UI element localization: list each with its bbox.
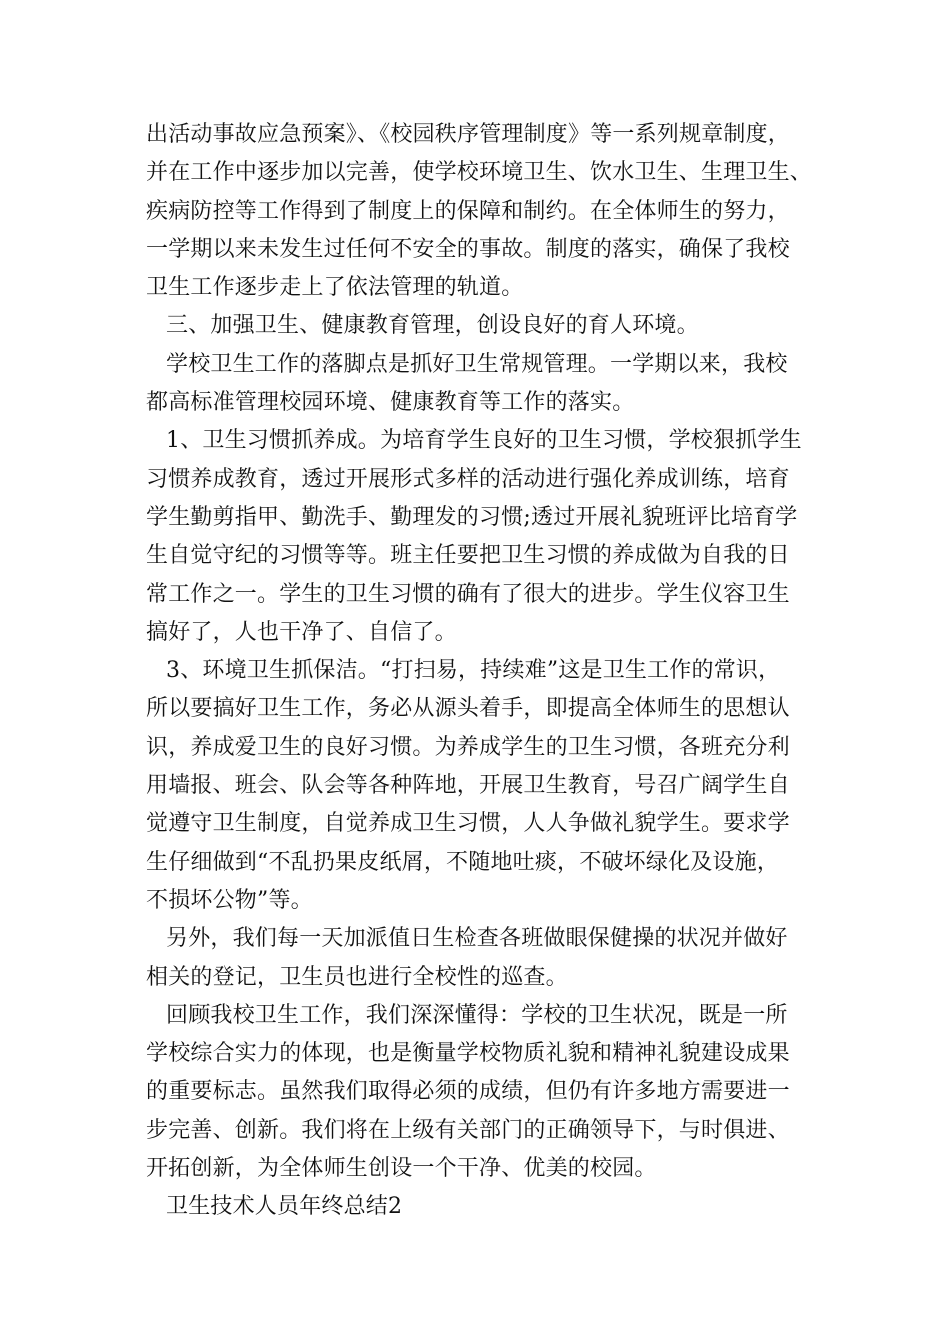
text-line: 识，养成爱卫生的良好习惯。为养成学生的卫生习惯，各班充分利 [146,734,790,760]
text-line: 疾病防控等工作得到了制度上的保障和制约。在全体师生的努力， [146,198,790,224]
text-line: 常工作之一。学生的卫生习惯的确有了很大的进步。学生仪容卫生 [146,581,790,607]
text-line: 学校卫生工作的落脚点是抓好卫生常规管理。一学期以来，我校 [166,351,788,377]
text-line: 生自觉守纪的习惯等等。班主任要把卫生习惯的养成做为自我的日 [146,543,790,569]
section-heading [146,307,826,345]
paragraph-regulations [146,116,826,307]
text-line: 生仔细做到“不乱扔果皮纸屑，不随地吐痰，不破坏绿化及设施， [146,849,780,875]
text-line: 另外，我们每一天加派值日生检查各班做眼保健操的状况并做好 [166,926,788,952]
text-line: 一学期以来未发生过任何不安全的事故。制度的落实，确保了我校 [146,236,790,262]
paragraph-routine-management [146,346,826,423]
text-line: 卫生工作逐步走上了依法管理的轨道。 [146,275,524,301]
section-heading-text: 三、加强卫生、健康教育管理，创设良好的育人环境。 [166,313,699,339]
text-line: 学生勤剪指甲、勤洗手、勤理发的习惯;透过开展礼貌班评比培育学 [146,504,798,530]
text-line: 并在工作中逐步加以完善，使学校环境卫生、饮水卫生、生理卫生、 [146,160,813,186]
text-line: 学校综合实力的体现，也是衡量学校物质礼貌和精神礼貌建设成果 [146,1041,790,1067]
text-line: 步完善、创新。我们将在上级有关部门的正确领导下，与时俱进、 [146,1117,790,1143]
paragraph-environment-cleaning [146,652,826,920]
text-line: 用墙报、班会、队会等各种阵地，开展卫生教育，号召广阔学生自 [146,773,790,799]
document-body [146,116,826,1227]
paragraph-hygiene-habits [146,422,826,652]
text-line: 的重要标志。虽然我们取得必须的成绩，但仍有许多地方需要进一 [146,1079,790,1105]
text-line: 出活动事故应急预案》、《校园秩序管理制度》等一系列规章制度， [146,122,791,147]
text-line: 搞好了，人也干净了、自信了。 [146,619,457,645]
text-line: 相关的登记，卫生员也进行全校性的巡查。 [146,964,568,990]
next-section-title-text: 卫生技术人员年终总结2 [166,1194,403,1220]
text-line: 3、环境卫生抓保洁。“打扫易，持续难”这是卫生工作的常识， [166,658,781,684]
next-section-title [146,1188,826,1226]
text-line: 觉遵守卫生制度，自觉养成卫生习惯，人人争做礼貌学生。要求学 [146,811,790,837]
text-line: 1、卫生习惯抓养成。为培育学生良好的卫生习惯，学校狠抓学生 [166,428,802,454]
text-line: 习惯养成教育，透过开展形式多样的活动进行强化养成训练，培育 [146,466,790,492]
text-line: 不损坏公物”等。 [146,887,313,913]
paragraph-review [146,997,826,1188]
text-line: 都高标准管理校园环境、健康教育等工作的落实。 [146,390,635,416]
text-line: 所以要搞好卫生工作，务必从源头着手，即提高全体师生的思想认 [146,696,790,722]
text-line: 开拓创新，为全体师生创设一个干净、优美的校园。 [146,1156,657,1182]
paragraph-duty-inspection [146,920,826,997]
text-line: 回顾我校卫生工作，我们深深懂得：学校的卫生状况，既是一所 [166,1002,788,1028]
